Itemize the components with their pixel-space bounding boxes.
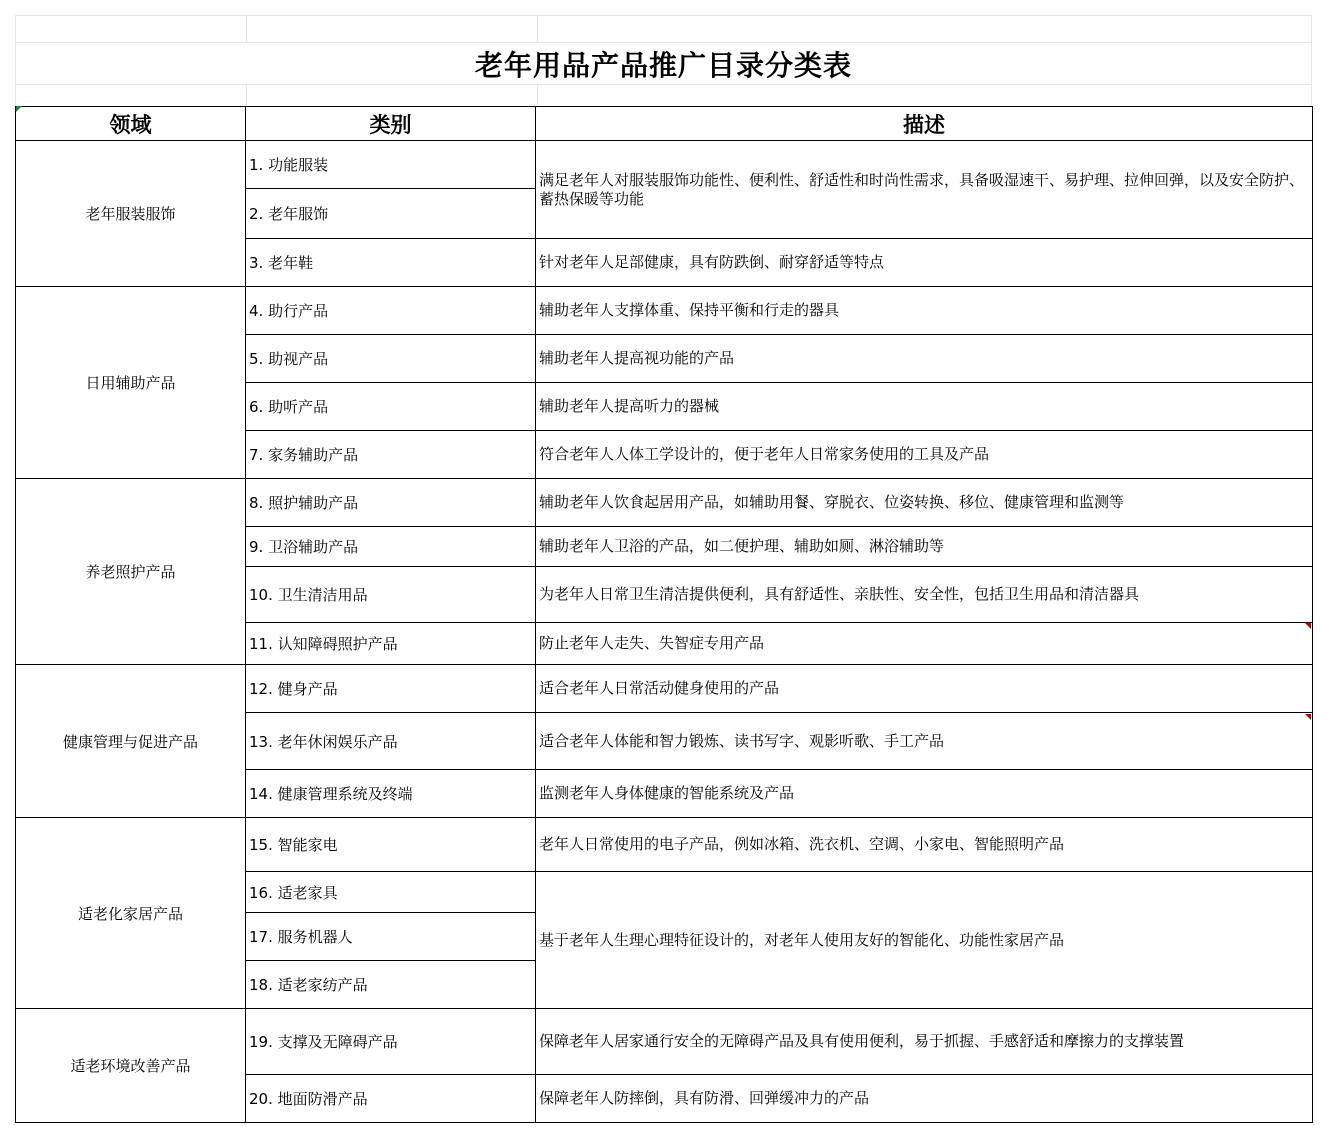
blank-row[interactable] <box>15 85 1312 106</box>
catalog-table <box>15 106 1313 1123</box>
category-cell[interactable]: 17. 服务机器人 <box>246 913 536 961</box>
description-cell[interactable]: 辅助老年人卫浴的产品，如二便护理、辅助如厕、淋浴辅助等 <box>536 527 1313 567</box>
table-row <box>16 1009 1313 1075</box>
category-cell[interactable]: 9. 卫浴辅助产品 <box>246 527 536 567</box>
spreadsheet <box>15 15 1312 1123</box>
category-cell[interactable]: 10. 卫生清洁用品 <box>246 567 536 623</box>
comment-indicator-icon[interactable] <box>1305 623 1311 629</box>
header-description[interactable]: 描述 <box>536 107 1313 141</box>
table-row <box>16 479 1313 527</box>
sheet-title[interactable]: 老年用品产品推广目录分类表 <box>15 43 1312 85</box>
description-cell[interactable]: 辅助老年人支撑体重、保持平衡和行走的器具 <box>536 287 1313 335</box>
table-body <box>16 141 1313 1123</box>
description-cell[interactable]: 适合老年人日常活动健身使用的产品 <box>536 665 1313 713</box>
category-cell[interactable]: 4. 助行产品 <box>246 287 536 335</box>
category-cell[interactable]: 12. 健身产品 <box>246 665 536 713</box>
category-cell[interactable]: 11. 认知障碍照护产品 <box>246 623 536 665</box>
description-cell[interactable]: 老年人日常使用的电子产品，例如冰箱、洗衣机、空调、小家电、智能照明产品 <box>536 818 1313 872</box>
description-cell[interactable]: 为老年人日常卫生清洁提供便利，具有舒适性、亲肤性、安全性，包括卫生用品和清洁器具 <box>536 567 1313 623</box>
domain-cell[interactable]: 健康管理与促进产品 <box>16 665 246 818</box>
description-cell[interactable]: 辅助老年人饮食起居用产品，如辅助用餐、穿脱衣、位姿转换、移位、健康管理和监测等 <box>536 479 1313 527</box>
table-row <box>16 818 1313 872</box>
header-category[interactable]: 类别 <box>246 107 536 141</box>
category-cell[interactable]: 18. 适老家纺产品 <box>246 961 536 1009</box>
category-cell[interactable]: 8. 照护辅助产品 <box>246 479 536 527</box>
category-cell[interactable]: 2. 老年服饰 <box>246 189 536 239</box>
description-cell[interactable]: 针对老年人足部健康，具有防跌倒、耐穿舒适等特点 <box>536 239 1313 287</box>
table-row <box>16 287 1313 335</box>
category-cell[interactable]: 16. 适老家具 <box>246 872 536 913</box>
category-cell[interactable]: 1. 功能服装 <box>246 141 536 189</box>
category-cell[interactable]: 6. 助听产品 <box>246 383 536 431</box>
description-cell[interactable]: 防止老年人走失、失智症专用产品 <box>536 623 1313 665</box>
domain-cell[interactable]: 养老照护产品 <box>16 479 246 665</box>
category-cell[interactable]: 20. 地面防滑产品 <box>246 1075 536 1123</box>
category-cell[interactable]: 19. 支撑及无障碍产品 <box>246 1009 536 1075</box>
comment-indicator-icon[interactable] <box>16 106 22 112</box>
domain-cell[interactable]: 适老化家居产品 <box>16 818 246 1009</box>
description-cell[interactable]: 辅助老年人提高听力的器械 <box>536 383 1313 431</box>
domain-cell[interactable]: 日用辅助产品 <box>16 287 246 479</box>
description-cell[interactable]: 适合老年人体能和智力锻炼、读书写字、观影听歌、手工产品 <box>536 713 1313 770</box>
description-cell[interactable]: 满足老年人对服装服饰功能性、便利性、舒适性和时尚性需求，具备吸湿速干、易护理、拉伸回弹，以及安全防护、蓄热保暖等功能 <box>536 141 1313 239</box>
description-cell[interactable]: 保障老年人防摔倒，具有防滑、回弹缓冲力的产品 <box>536 1075 1313 1123</box>
domain-cell[interactable]: 适老环境改善产品 <box>16 1009 246 1123</box>
description-cell[interactable]: 辅助老年人提高视功能的产品 <box>536 335 1313 383</box>
blank-row[interactable] <box>15 15 1312 43</box>
header-row <box>16 107 1313 141</box>
category-cell[interactable]: 3. 老年鞋 <box>246 239 536 287</box>
description-cell[interactable]: 保障老年人居家通行安全的无障碍产品及具有使用便利，易于抓握、手感舒适和摩擦力的支撑装置 <box>536 1009 1313 1075</box>
category-cell[interactable]: 15. 智能家电 <box>246 818 536 872</box>
category-cell[interactable]: 5. 助视产品 <box>246 335 536 383</box>
description-cell[interactable]: 基于老年人生理心理特征设计的，对老年人使用友好的智能化、功能性家居产品 <box>536 872 1313 1009</box>
description-cell[interactable]: 符合老年人人体工学设计的，便于老年人日常家务使用的工具及产品 <box>536 431 1313 479</box>
category-cell[interactable]: 14. 健康管理系统及终端 <box>246 770 536 818</box>
table-row <box>16 141 1313 189</box>
category-cell[interactable]: 13. 老年休闲娱乐产品 <box>246 713 536 770</box>
category-cell[interactable]: 7. 家务辅助产品 <box>246 431 536 479</box>
comment-indicator-icon[interactable] <box>1305 714 1311 720</box>
header-domain[interactable]: 领域 <box>16 107 246 141</box>
description-cell[interactable]: 监测老年人身体健康的智能系统及产品 <box>536 770 1313 818</box>
domain-cell[interactable]: 老年服装服饰 <box>16 141 246 287</box>
table-row <box>16 665 1313 713</box>
